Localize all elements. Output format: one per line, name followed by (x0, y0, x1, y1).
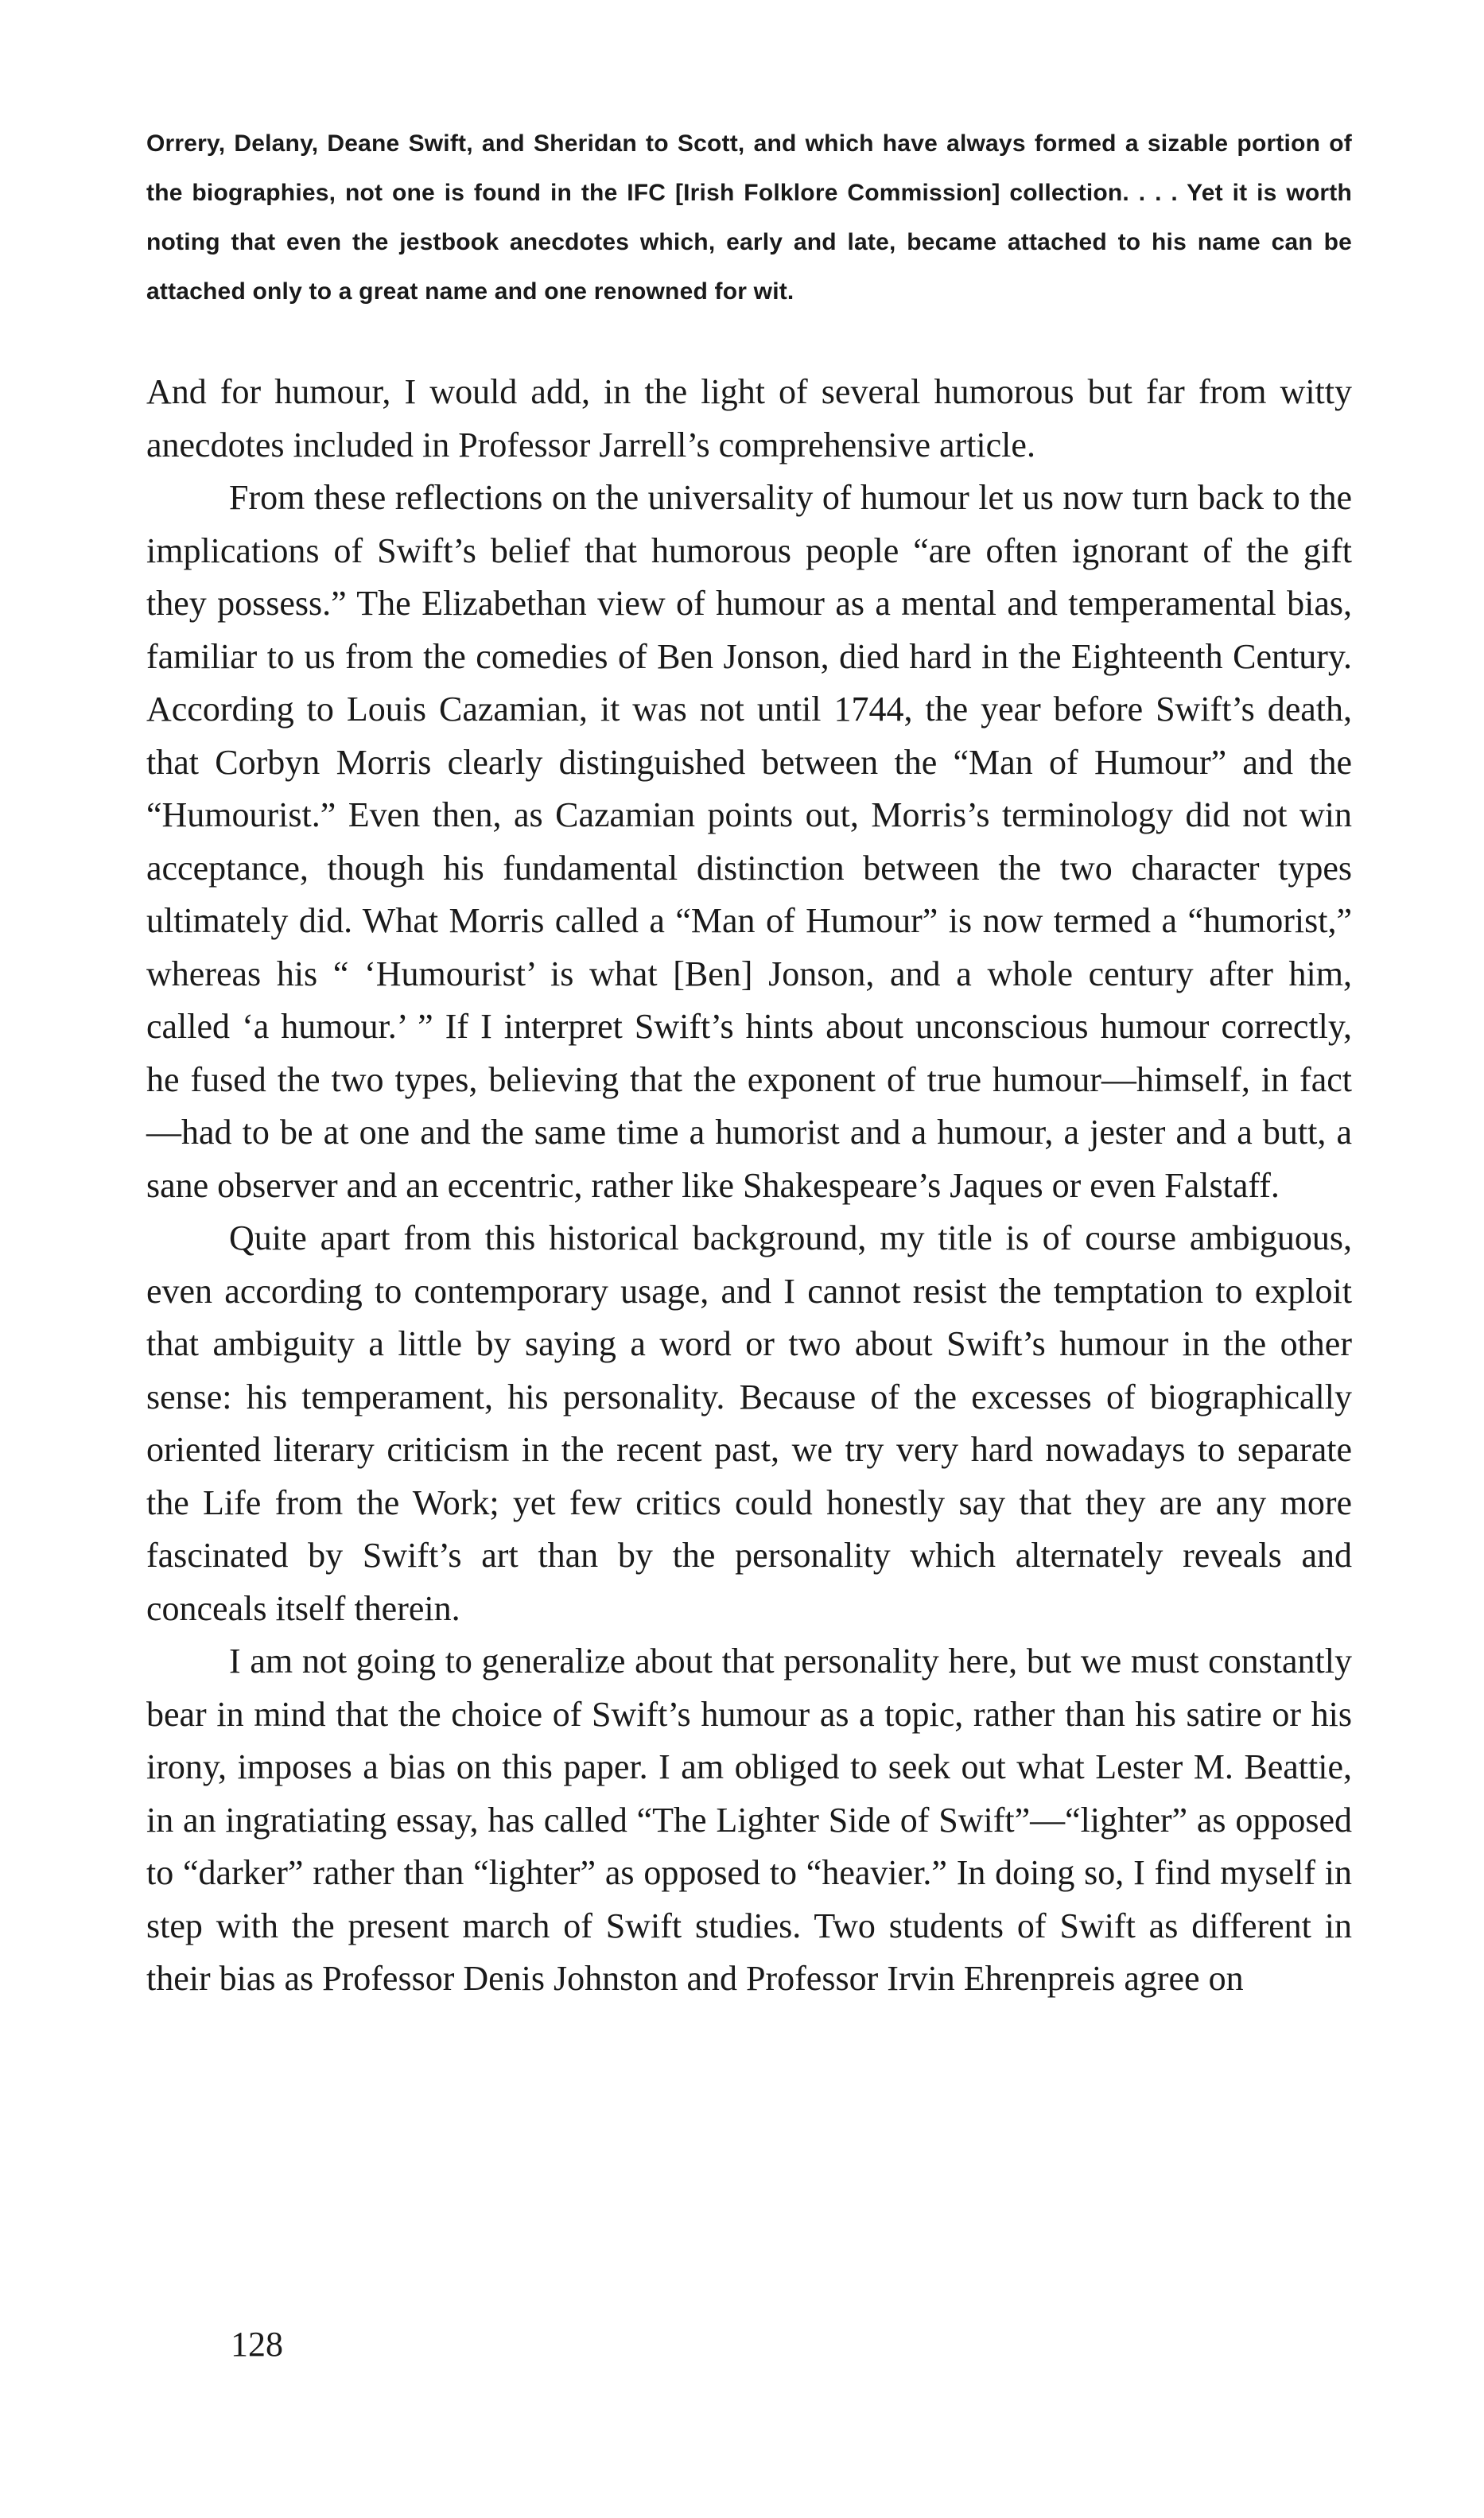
paragraph-1: And for humour, I would add, in the light of several humorous but far from witty anecdotes included in Professor Jarrell’s comprehensive article. (146, 372, 1352, 464)
paragraph-3: Quite apart from this historical background, my title is of course ambiguous, even according to contemporary usage, and I cannot resist the temptation to exploit that ambiguity a little by saying a word or two about Swift’s humour in the other sense: his temperament, his personality. Because of the excesses of biographically oriented literary criticism in the recent past, we try very hard nowadays to separate the Life from the Work; yet few critics could honestly say that they are any more fascinated by Swift’s art than by the personality which alternately reveals and conceals itself therein. (146, 1218, 1352, 1628)
body-text (146, 366, 1352, 2006)
paragraph-2: From these reflections on the universality of humour let us now turn back to the implications of Swift’s belief that humorous people “are often ignorant of the gift they possess.” The Elizabethan view of humour as a mental and temperamental bias, familiar to us from the comedies of Ben Jonson, died hard in the Eighteenth Century. According to Louis Cazamian, it was not until 1744, the year before Swift’s death, that Corbyn Morris clearly distinguished between the “Man of Humour” and the “Humourist.” Even then, as Cazamian points out, Morris’s terminology did not win acceptance, though his fundamental distinction between the two character types ultimately did. What Morris called a “Man of Humour” is now termed a “humorist,” whereas his “ ‘Humourist’ is what [Ben] Jonson, and a whole century after him, called ‘a humour.’ ” If I interpret Swift’s hints about unconscious humour correctly, he fused the two types, believing that the exponent of true humour—himself, in fact—had to be at one and the same time a humorist and a humour, a jester and a butt, a sane observer and an eccentric, rather like Shakespeare’s Jaques or even Falstaff. (146, 478, 1352, 1205)
page-content (146, 119, 1352, 2006)
page-number: 128 (231, 2325, 283, 2364)
block-quote: Orrery, Delany, Deane Swift, and Sheridan to Scott, and which have always formed a sizable portion of the biographies, not one is found in the IFC [Irish Folklore Commission] collection. . . . Yet it is worth noting that even the jestbook anecdotes which, early and late, became attached to his name can be attached only to a great name and one renowned for wit. (146, 130, 1352, 305)
paragraph-4: I am not going to generalize about that personality here, but we must constantly bear in mind that the choice of Swift’s humour as a topic, rather than his satire or his irony, imposes a bias on this paper. I am obliged to seek out what Lester M. Beattie, in an ingratiating essay, has called “The Lighter Side of Swift”—“lighter” as opposed to “darker” rather than “lighter” as opposed to “heavier.” In doing so, I find myself in step with the present march of Swift studies. Two students of Swift as different in their bias as Professor Denis Johnston and Professor Irvin Ehrenpreis agree on (146, 1642, 1352, 1998)
